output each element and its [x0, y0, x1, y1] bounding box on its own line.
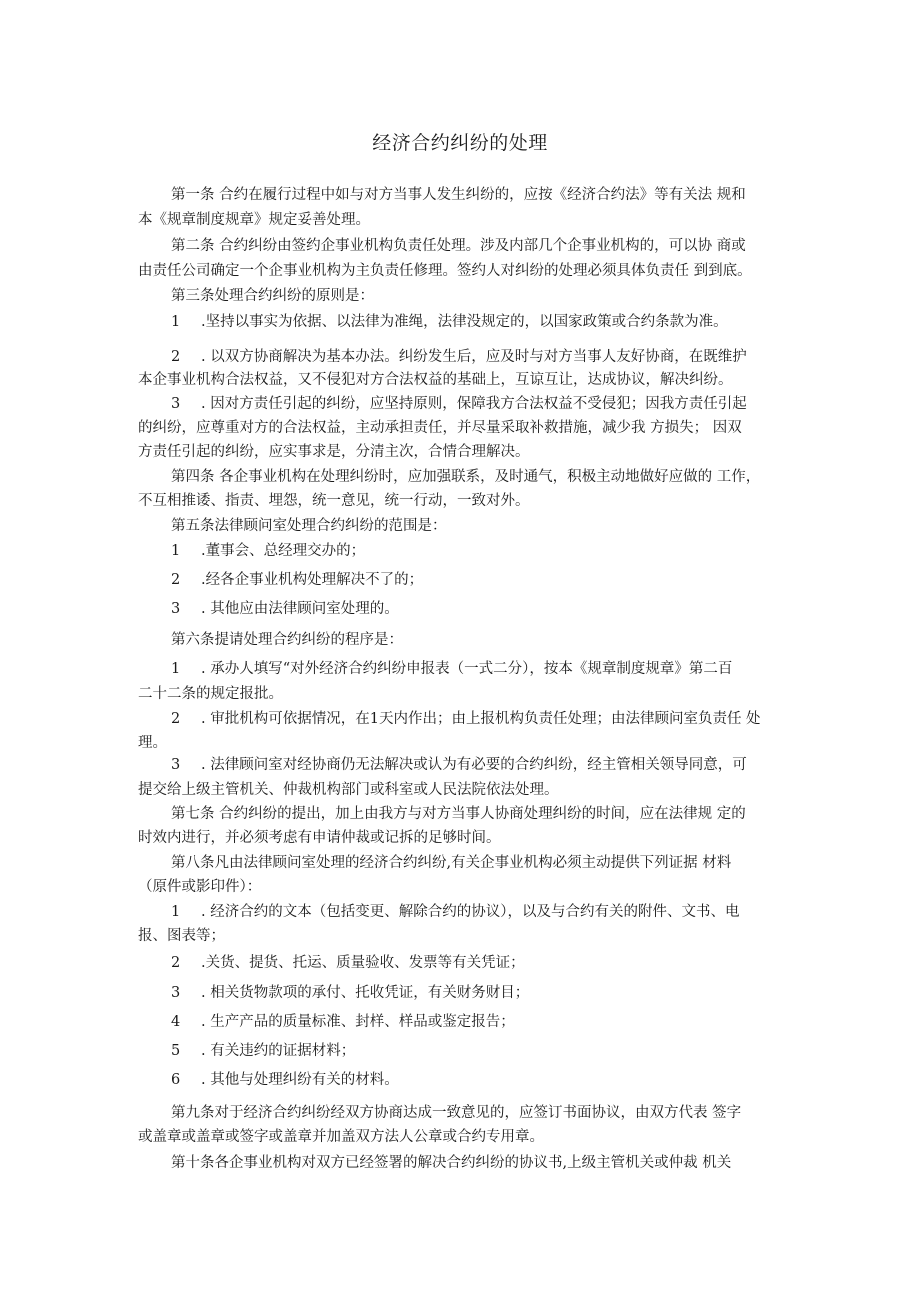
paragraph-line [138, 210, 370, 230]
line-text: . 相关货物款项的承付、托收凭证，有关财务财目； [201, 985, 530, 1001]
list-item-line [171, 347, 747, 367]
line-text: . 生产产品的质量标准、封样、样品或鉴定报告； [201, 1014, 515, 1030]
list-number: 1 [171, 543, 181, 559]
line-text: . 其他应由法律顾问室处理的。 [201, 601, 399, 617]
paragraph-line [171, 630, 403, 650]
line-text: 第八条凡由法律顾问室处理的经济合约纠纷,有关企事业机构必须主动提供下列证据 材料 [171, 855, 732, 871]
line-text: . 承办人填写“对外经济合约纠纷申报表（一式二分），按本《规章制度规章》第二百 [201, 661, 733, 677]
list-number: 3 [171, 985, 181, 1001]
line-text: 的纠纷，应尊重对方的合法权益，主动承担责任，并尽量采取补救措施，减少我 方损失； 因双 [138, 420, 742, 436]
line-text: 第十条各企事业机构对双方已经签署的解决合约纠纷的协议书,上级主管机关或仲裁 机关 [171, 1155, 732, 1171]
paragraph-line [138, 877, 261, 897]
line-text: . 经济合约的文本（包括变更、解除合约的协议），以及与合约有关的附件、文书、电 [201, 904, 740, 920]
line-text: 本《规章制度规章》规定妥善处理。 [138, 212, 370, 228]
list-number: 4 [171, 1014, 181, 1030]
line-text: .经各企事业机构处理解决不了的； [201, 572, 424, 588]
list-number: 5 [171, 1043, 181, 1059]
line-text: 或盖章或盖章或签字或盖章并加盖双方法人公章或合约专用章。 [138, 1129, 544, 1145]
list-number: 1 [171, 661, 181, 677]
list-item-line [171, 1012, 515, 1032]
list-item-line [171, 599, 399, 619]
list-item-line [171, 1041, 355, 1061]
line-text: . 有关违约的证据材料； [201, 1043, 356, 1059]
line-text: 二十二条的规定报批。 [138, 686, 283, 702]
line-text: 第一条 合约在履行过程中如与对方当事人发生纠纷的，应按《经济合约法》等有关法 规和 [171, 187, 746, 203]
line-text: 第二条 合约纠纷由签约企事业机构负责任处理。涉及内部几个企事业机构的，可以协 商或 [171, 238, 746, 254]
paragraph-line [171, 1153, 731, 1173]
list-item-line [171, 570, 423, 590]
line-text: 不互相推诿、指责、埋怨，统一意见，统一行动，一致对外。 [138, 493, 530, 509]
line-text: . 因对方责任引起的纠纷，应坚持原则，保障我方合法权益不受侵犯；因我方责任引起 [201, 396, 747, 412]
paragraph-line [138, 926, 225, 946]
paragraph-line [138, 684, 283, 704]
paragraph-line [138, 780, 559, 800]
list-item-line [171, 953, 525, 973]
paragraph-line [138, 418, 742, 438]
line-text: .坚持以事实为依据、以法律为准绳，法律没规定的，以国家政策或合约条款为准。 [201, 314, 728, 330]
document-title: 经济合约纠纷的处理 [372, 132, 548, 154]
paragraph-line [171, 467, 760, 487]
paragraph-line [138, 261, 752, 281]
paragraph-line [171, 236, 746, 256]
paragraph-line [171, 185, 746, 205]
line-text: 报、图表等； [138, 928, 225, 944]
list-number: 6 [171, 1072, 181, 1088]
list-item-line [171, 659, 732, 679]
list-number: 3 [171, 396, 181, 412]
line-text: 时效内进行，并必须考虑有申请仲裁或记拆的足够时间。 [138, 830, 501, 846]
line-text: .关货、提货、托运、质量验收、发票等有关凭证； [201, 955, 525, 971]
paragraph-line [138, 370, 733, 390]
list-item-line [171, 983, 529, 1003]
line-text: 第五条法律顾问室处理合约纠纷的范围是： [171, 518, 447, 534]
line-text: .董事会、总经理交办的； [201, 543, 366, 559]
list-number: 2 [171, 349, 181, 365]
list-item-line [171, 709, 761, 729]
paragraph-line [171, 516, 447, 536]
paragraph-line [171, 1103, 741, 1123]
list-item-line [171, 394, 747, 414]
line-text: 理。 [138, 735, 167, 751]
list-number: 1 [171, 314, 181, 330]
line-text: . 以双方协商解决为基本办法。纠纷发生后，应及时与对方当事人友好协商，在既维护 [201, 349, 747, 365]
line-text: 由责任公司确定一个企事业机构为主负责任修理。签约人对纠纷的处理必须具体负责任 到到底。 [138, 263, 752, 279]
list-item-line [171, 902, 739, 922]
paragraph-line [171, 286, 374, 306]
line-text: . 审批机构可依据情况，在1天内作出；由上报机构负责任处理；由法律顾问室负责任 处 [201, 711, 761, 727]
line-text: . 法律顾问室对经协商仍无法解决或认为有必要的合约纠纷，经主管相关领导同意，可 [201, 757, 747, 773]
line-text: 第七条 合约纠纷的提出，加上由我方与对方当事人协商处理纠纷的时间，应在法律规 定的 [171, 806, 746, 822]
list-number: 2 [171, 955, 181, 971]
list-item-line [171, 541, 365, 561]
line-text: 第四条 各企事业机构在处理纠纷时，应加强联系，及时通气，积极主动地做好应做的 工作， [171, 469, 761, 485]
list-number: 3 [171, 601, 181, 617]
line-text: 第九条对于经济合约纠纷经双方协商达成一致意见的，应签订书面协议，由双方代表 签字 [171, 1105, 742, 1121]
list-number: 3 [171, 757, 181, 773]
line-text: 第六条提请处理合约纠纷的程序是： [171, 632, 403, 648]
paragraph-line [171, 804, 746, 824]
list-item-line [171, 1070, 399, 1090]
line-text: （原件或影印件）： [138, 879, 262, 895]
line-text: 提交给上级主管机关、仲裁机构部门或科室或人民法院依法处理。 [138, 782, 559, 798]
paragraph-line [138, 1127, 544, 1147]
paragraph-line [171, 853, 731, 873]
list-number: 1 [171, 904, 181, 920]
list-number: 2 [171, 572, 181, 588]
paragraph-line [138, 491, 530, 511]
line-text: 本企事业机构合法权益，又不侵犯对方合法权益的基础上，互谅互让，达成协议，解决纠纷。 [138, 372, 733, 388]
list-item-line [171, 755, 747, 775]
paragraph-line [138, 442, 530, 462]
paragraph-line [138, 828, 501, 848]
line-text: . 其他与处理纠纷有关的材料。 [201, 1072, 399, 1088]
list-item-line [171, 312, 728, 332]
line-text: 第三条处理合约纠纷的原则是： [171, 288, 374, 304]
paragraph-line [138, 733, 167, 753]
line-text: 方责任引起的纠纷，应实事求是，分清主次，合情合理解决。 [138, 444, 530, 460]
list-number: 2 [171, 711, 181, 727]
